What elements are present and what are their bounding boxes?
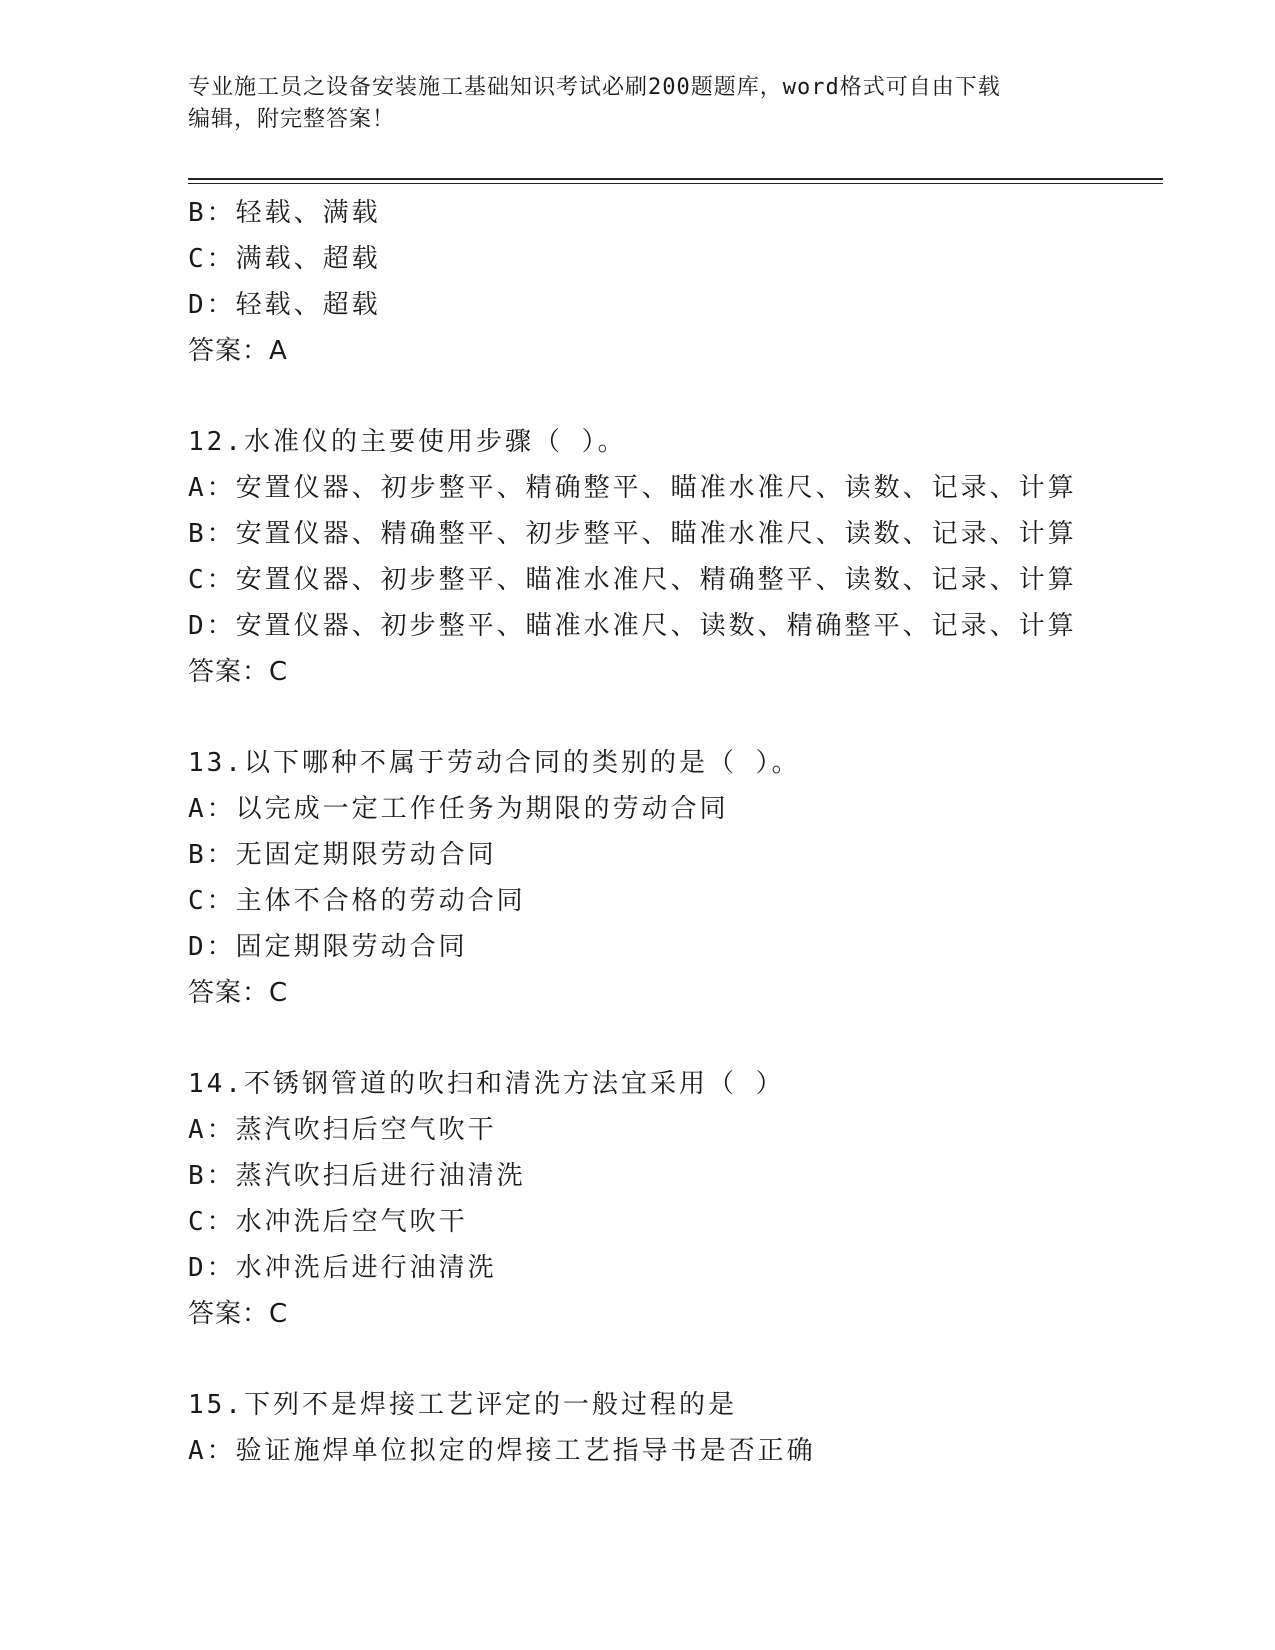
option-c: C：主体不合格的劳动合同: [188, 886, 526, 916]
option-c: C：水冲洗后空气吹干: [188, 1207, 468, 1237]
header-divider-thin: [188, 183, 1163, 184]
option-c: C：满载、超载: [188, 244, 381, 274]
document-header: [188, 72, 1088, 136]
option-b: B：安置仪器、精确整平、初步整平、瞄准水准尺、读数、记录、计算: [188, 519, 1077, 549]
header-line-2: 编辑，附完整答案！: [188, 107, 396, 132]
option-d: D：固定期限劳动合同: [188, 932, 468, 962]
option-b: B：蒸汽吹扫后进行油清洗: [188, 1161, 526, 1191]
option-a: A：蒸汽吹扫后空气吹干: [188, 1115, 497, 1145]
option-b: B：无固定期限劳动合同: [188, 840, 497, 870]
option-d: D：轻载、超载: [188, 290, 381, 320]
question-text: 15.下列不是焊接工艺评定的一般过程的是: [188, 1390, 737, 1420]
option-b: B：轻载、满载: [188, 198, 381, 228]
question-14: [188, 1061, 1163, 1337]
question-13: [188, 740, 1163, 1016]
answer: 答案：C: [188, 657, 289, 687]
question-text: 14.不锈钢管道的吹扫和清洗方法宜采用（ ）: [188, 1069, 785, 1099]
answer: 答案：C: [188, 978, 289, 1008]
option-d: D：水冲洗后进行油清洗: [188, 1253, 497, 1283]
spacer: [188, 1337, 1163, 1382]
header-divider-thick: [188, 178, 1163, 180]
spacer: [188, 374, 1163, 419]
spacer: [188, 695, 1163, 740]
question-list: [188, 190, 1163, 1474]
header-line-1: 专业施工员之设备安装施工基础知识考试必刷200题题库，word格式可自由下载: [188, 75, 1001, 100]
option-a: A：验证施焊单位拟定的焊接工艺指导书是否正确: [188, 1436, 816, 1466]
question-text: 12.水准仪的主要使用步骤（ ）。: [188, 427, 627, 457]
spacer: [188, 1016, 1163, 1061]
option-a: A：安置仪器、初步整平、精确整平、瞄准水准尺、读数、记录、计算: [188, 473, 1077, 503]
option-c: C：安置仪器、初步整平、瞄准水准尺、精确整平、读数、记录、计算: [188, 565, 1077, 595]
question-15: [188, 1382, 1163, 1474]
question-text: 13.以下哪种不属于劳动合同的类别的是（ ）。: [188, 748, 801, 778]
question-11-partial: [188, 190, 1163, 374]
question-12: [188, 419, 1163, 695]
option-d: D：安置仪器、初步整平、瞄准水准尺、读数、精确整平、记录、计算: [188, 611, 1077, 641]
answer: 答案：C: [188, 1299, 289, 1329]
answer: 答案：A: [188, 336, 288, 366]
option-a: A：以完成一定工作任务为期限的劳动合同: [188, 794, 729, 824]
